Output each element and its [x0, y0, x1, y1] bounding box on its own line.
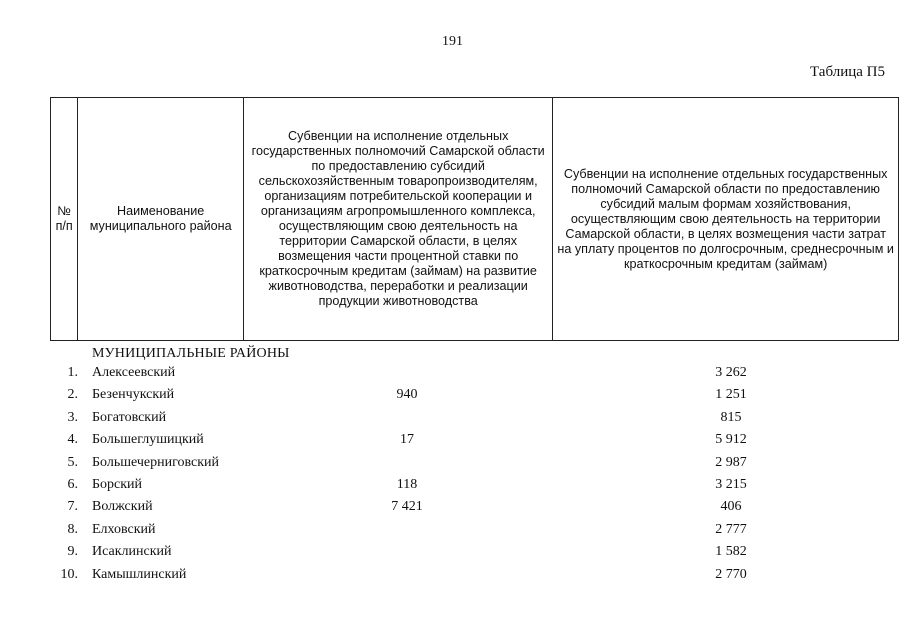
table-header — [50, 97, 899, 341]
district-name: Богатовский — [92, 409, 167, 425]
section-title: МУНИЦИПАЛЬНЫЕ РАЙОНЫ — [92, 346, 290, 361]
header-col-subvention-small-farms: Субвенции на исполнение отдельных государственных полномочий Самарской области по предоставлению субсидий малым формам хозяйствования, осуществляющим свою деятельность на территории Самарской области, в целях возмещения части затрат на уплату процентов по долгосрочным, среднесрочным и краткосрочным кредитам (займам) — [553, 98, 899, 341]
table-row — [0, 384, 905, 406]
header-row — [51, 98, 899, 341]
row-number: 9. — [67, 544, 78, 560]
page-number: 191 — [442, 34, 463, 49]
table-row — [0, 564, 905, 586]
table-body — [0, 362, 905, 586]
header-col-subvention-livestock: Субвенции на исполнение отдельных государственных полномочий Самарской области по предоставлению субсидий сельскохозяйственным товаропроизводителям, организациям потребительской кооперации и организациям агропромышленного комплекса, осуществляющим свою деятельность на территории Самарской области, в целях возмещения части процентной ставки по краткосрочным кредитам (займам) на развитие животноводства, переработки и реализации продукции животноводства — [244, 98, 553, 341]
row-number: 4. — [67, 432, 78, 448]
small-farms-value: 2 777 — [715, 521, 747, 537]
small-farms-value: 3 215 — [715, 476, 747, 492]
district-name: Волжский — [92, 499, 153, 515]
header-col-number: № п/п — [51, 98, 78, 341]
table-row — [0, 496, 905, 518]
small-farms-value: 2 987 — [715, 454, 747, 470]
small-farms-value: 5 912 — [715, 432, 747, 448]
table-label: Таблица П5 — [810, 64, 885, 80]
row-number: 2. — [67, 387, 78, 403]
small-farms-value: 2 770 — [715, 566, 747, 582]
small-farms-value: 815 — [720, 409, 742, 425]
district-name: Большечерниговский — [92, 454, 220, 470]
livestock-value: 7 421 — [391, 499, 423, 515]
table-row — [0, 429, 905, 451]
district-name: Борский — [92, 476, 143, 492]
small-farms-value: 1 582 — [715, 544, 747, 560]
district-name: Безенчукский — [92, 387, 175, 403]
small-farms-value: 1 251 — [715, 387, 747, 403]
row-number: 10. — [60, 566, 78, 582]
row-number: 3. — [67, 409, 78, 425]
livestock-value: 118 — [396, 476, 418, 492]
district-name: Алексеевский — [92, 365, 176, 380]
livestock-value: 940 — [396, 387, 418, 403]
table-row — [0, 407, 905, 429]
row-number: 8. — [67, 521, 78, 537]
district-name: Исаклинский — [92, 544, 172, 560]
row-number: 7. — [67, 499, 78, 515]
small-farms-value: 406 — [720, 499, 742, 515]
table-row — [0, 452, 905, 474]
table-row — [0, 541, 905, 563]
header-col-district-name: Наименование муниципального района — [78, 98, 244, 341]
row-number: 5. — [67, 454, 78, 470]
small-farms-value: 3 262 — [715, 365, 747, 380]
row-number: 1. — [67, 365, 78, 380]
district-name: Камышлинский — [92, 566, 187, 582]
livestock-value: 17 — [400, 432, 414, 448]
table-row — [0, 362, 905, 384]
table-row — [0, 519, 905, 541]
row-number: 6. — [67, 476, 78, 492]
district-name: Елховский — [92, 521, 156, 537]
district-name: Большеглушицкий — [92, 432, 204, 448]
table-row — [0, 474, 905, 496]
